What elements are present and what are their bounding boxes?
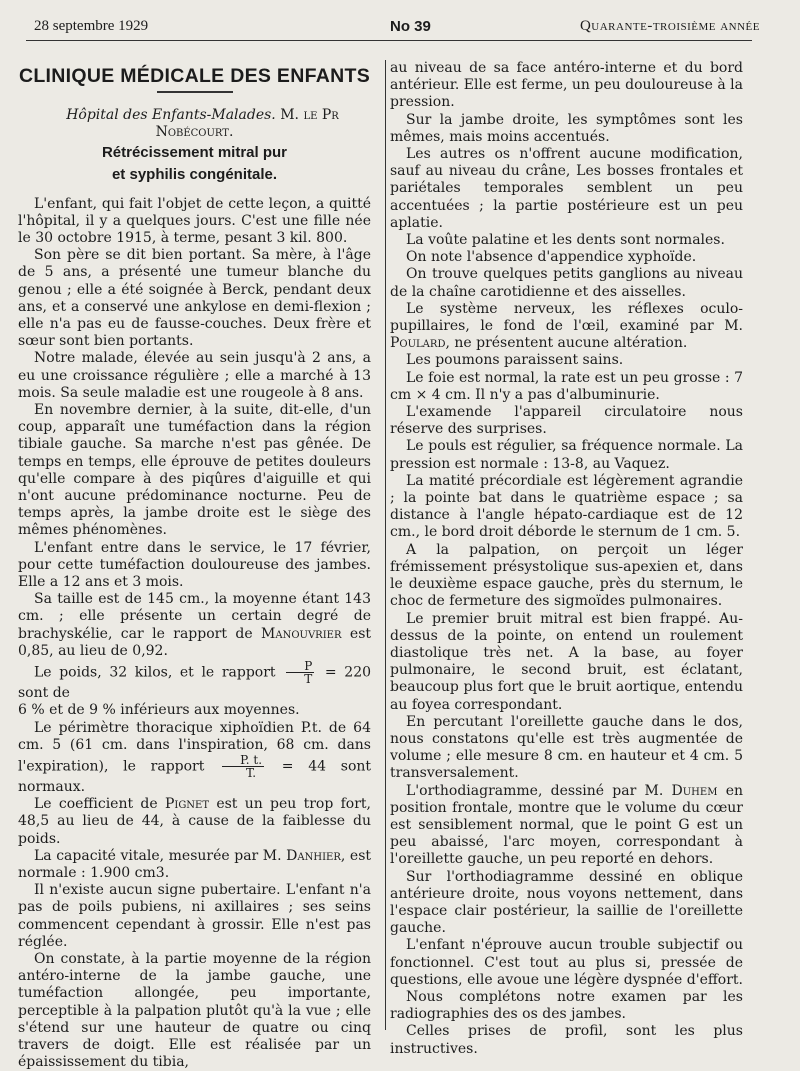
paragraph xyxy=(390,301,743,353)
paragraph: On note l'absence d'appendice xyphoïde. xyxy=(406,249,697,266)
paragraph: Il n'existe aucun signe pubertaire. L'enfant n'a pas de poils pubiens, ni axillaires ; ses seins commencent cependant à grossir. Elle n'est pas réglée. xyxy=(18,882,371,950)
paragraph xyxy=(18,796,371,848)
fraction-numerator: P xyxy=(286,660,314,673)
text-run: Le coefficient de xyxy=(34,796,158,813)
paragraph: Son père se dit bien portant. Sa mère, à l'âge de 5 ans, a présenté une tumeur blanche du genou ; elle a été soignée à Berck, pendant deux ans, et a conservé une ankylose en demi-flexion ; elle n'a pas eu de fausse-couches. Deux frère et sœur sont bien portants. xyxy=(18,247,371,350)
paragraph: En percutant l'oreillette gauche dans le dos, nous constatons qu'elle est très augmentée de volume ; elle mesure 8 cm. en hauteur et 4 cm. 5 transversalement. xyxy=(390,713,743,782)
paragraph: L'enfant n'éprouve aucun trouble subjectif ou fonctionnel. C'est tout au plus si, pressée de questions, elle avoue une légère dyspnée d'effort. xyxy=(390,937,743,988)
paragraph xyxy=(18,591,371,660)
paragraph: Celles prises de profil, sont les plus instructives. xyxy=(390,1023,743,1057)
paragraph: au niveau de sa face antéro-interne et du bord antérieur. Elle est ferme, un peu douloureuse à la pression. xyxy=(390,60,743,111)
fraction-denominator: T. xyxy=(246,765,257,780)
paragraph: Le foie est normal, la rate est un peu grosse : 7 cm × 4 cm. Il n'y a pas d'albuminurie. xyxy=(390,369,743,403)
fraction xyxy=(222,754,264,779)
paragraph: L'enfant, qui fait l'objet de cette leçon, a quitté l'hôpital, il y a quelques jours. C'est une fille née le 30 octobre 1915, à terme, pesant 3 kil. 800. xyxy=(18,195,371,247)
text-run: Le périmètre thoracique xiphoïdien P.t. de 64 cm. 5 (61 cm. dans l'inspiration, 68 cm. dans l'expiration), le rapport xyxy=(18,719,371,775)
author-name: Pignet xyxy=(164,796,210,813)
text-run: est un peu trop fort, 48,5 au lieu de 44, à cause de la faiblesse du poids. xyxy=(18,796,371,847)
author-name: Duhem xyxy=(671,782,718,799)
fraction xyxy=(286,660,314,685)
right-column xyxy=(390,60,743,1058)
lecture-title-line-2: et syphilis congénitale. xyxy=(111,165,278,183)
text-run: La capacité vitale, mesurée par M. xyxy=(34,847,282,864)
text-run: est normale : 1.900 cm3. xyxy=(18,847,372,881)
paragraph: On constate, à la partie moyenne de la région antéro-interne de la jambe gauche, une tuméfaction allongée, peu importante, perceptible à la palpation plutôt qu'à la vue ; elle s'étend sur une hauteur de quatre ou cinq travers de doigt. Elle est réalisée par un épaississement du tibia, xyxy=(18,950,371,1071)
paragraph: On trouve quelques petits ganglions au niveau de la chaîne carotidienne et des aisselles. xyxy=(390,266,743,300)
text-run: = 44 sont normaux. xyxy=(18,758,372,795)
left-column xyxy=(18,60,371,1071)
fraction-numerator: P. t. xyxy=(222,754,264,767)
fraction-denominator: T xyxy=(304,672,313,687)
author-name: Poulard, xyxy=(390,335,450,352)
issue-number: No 39 xyxy=(390,18,431,35)
paragraph: La matité précordiale est légèrement agrandie ; la pointe bat dans le quatrième espace ; sa distance à l'angle hépato-cardiaque est de 12 cm., le bord droit déborde le sternum de 1 cm. 5. xyxy=(390,472,743,541)
text-run: en position frontale, montre que le volume du cœur est sensiblement normal, que le point G est un peu abaissé, l'arc moyen, correspondant à l'oreillette gauche, un peu reporté en dehors. xyxy=(390,782,743,868)
paragraph: Notre malade, élevée au sein jusqu'à 2 ans, a eu une croissance régulière ; elle a marché à 13 mois. Sa seule maladie est une rougeole à 8 ans. xyxy=(18,350,371,401)
paragraph: 6 % et de 9 % inférieurs aux moyennes. xyxy=(18,702,300,719)
running-header xyxy=(34,18,760,40)
author-name: Danhier, xyxy=(286,847,346,864)
professor-name: Nobécourt. xyxy=(155,124,234,141)
formula-paragraph xyxy=(18,660,371,702)
paragraph: Nous complétons notre examen par les radiographies des os des jambes. xyxy=(390,988,743,1023)
paragraph: En novembre dernier, à la suite, dit-elle, d'un coup, apparaît une tuméfaction dans la région tibiale gauche. Sa marche n'est pas gênée. De temps en temps, elle éprouve de petites douleurs qu'elle compare à des piqûres d'aiguille et qui n'ont aucune prédominance nocturne. Peu de temps après, la jambe droite est le siège des mêmes phénomènes. xyxy=(18,402,371,539)
paragraph: Sur l'orthodiagramme dessiné en oblique antérieure droite, nous voyons nettement, dans l'espace clair postérieur, la saillie de l'oreillette gauche. xyxy=(390,868,743,937)
hospital-line xyxy=(18,107,371,141)
professor-prefix: M. le Pr xyxy=(280,107,339,124)
paragraph: L'enfant entre dans le service, le 17 février, pour cette tuméfaction douloureuse des jambes. Elle a 12 ans et 3 mois. xyxy=(18,539,371,591)
text-run: ne présentent aucune altération. xyxy=(454,335,688,352)
text-run: = 220 sont de xyxy=(18,664,372,702)
paragraph: L'examende l'appareil circulatoire nous réserve des surprises. xyxy=(390,404,743,438)
paragraph: Le premier bruit mitral est bien frappé. Au-dessus de la pointe, on entend un roulement diastolique très net. A la base, au foyer pulmonaire, le second bruit, est éclatant, beaucoup plus fort que le bruit aortique, entendu au foyea correspondant. xyxy=(390,610,743,713)
text-run: est 0,85, au lieu de 0,92. xyxy=(18,625,372,659)
volume-year: Quarante-troisième année xyxy=(579,18,760,34)
title-rule xyxy=(157,91,233,93)
hospital-name: Hôpital des Enfants-Malades. xyxy=(66,107,276,124)
paragraph: Sur la jambe droite, les symptômes sont les mêmes, mais moins accentués. xyxy=(390,111,743,145)
author-name: Manouvrier xyxy=(261,625,342,642)
issue-date: 28 septembre 1929 xyxy=(34,18,149,34)
text-run: Le système nerveux, les réflexes oculo-pupillaires, le fond de l'œil, examiné par M. xyxy=(390,300,743,335)
text-run: L'orthodiagramme, dessiné par M. xyxy=(406,782,664,799)
lecture-title-line-1: Rétrécissement mitral pur xyxy=(101,143,288,161)
formula-paragraph xyxy=(18,720,371,797)
text-run: Le poids, 32 kilos, et le rapport xyxy=(34,664,276,681)
text-run: Sa taille est de 145 cm., la moyenne étant 143 cm. ; elle présente un certain degré de brachyskélie, car le rapport de xyxy=(18,591,371,642)
paragraph: La voûte palatine et les dents sont normales. xyxy=(406,232,725,249)
lecture-title xyxy=(18,142,371,186)
paragraph: Le pouls est régulier, sa fréquence normale. La pression est normale : 13-8, au Vaquez. xyxy=(390,438,743,472)
paragraph: A la palpation, on perçoit un léger frémissement présystolique sus-apexien et, dans le deuxième espace gauche, près du sternum, le choc de fermeture des sigmoïdes pulmonaires. xyxy=(390,541,743,610)
paragraph xyxy=(18,848,371,882)
column-divider xyxy=(385,60,386,1030)
section-title: CLINIQUE MÉDICALE DES ENFANTS xyxy=(18,65,371,87)
paragraph xyxy=(390,783,743,869)
paragraph: Les autres os n'offrent aucune modification, sauf au niveau du crâne, Les bosses frontales et pariétales temporales semblent un peu accentuées ; la partie postérieure est un peu aplatie. xyxy=(390,146,743,231)
paragraph: Les poumons paraissent sains. xyxy=(406,352,624,369)
header-divider xyxy=(26,40,752,41)
